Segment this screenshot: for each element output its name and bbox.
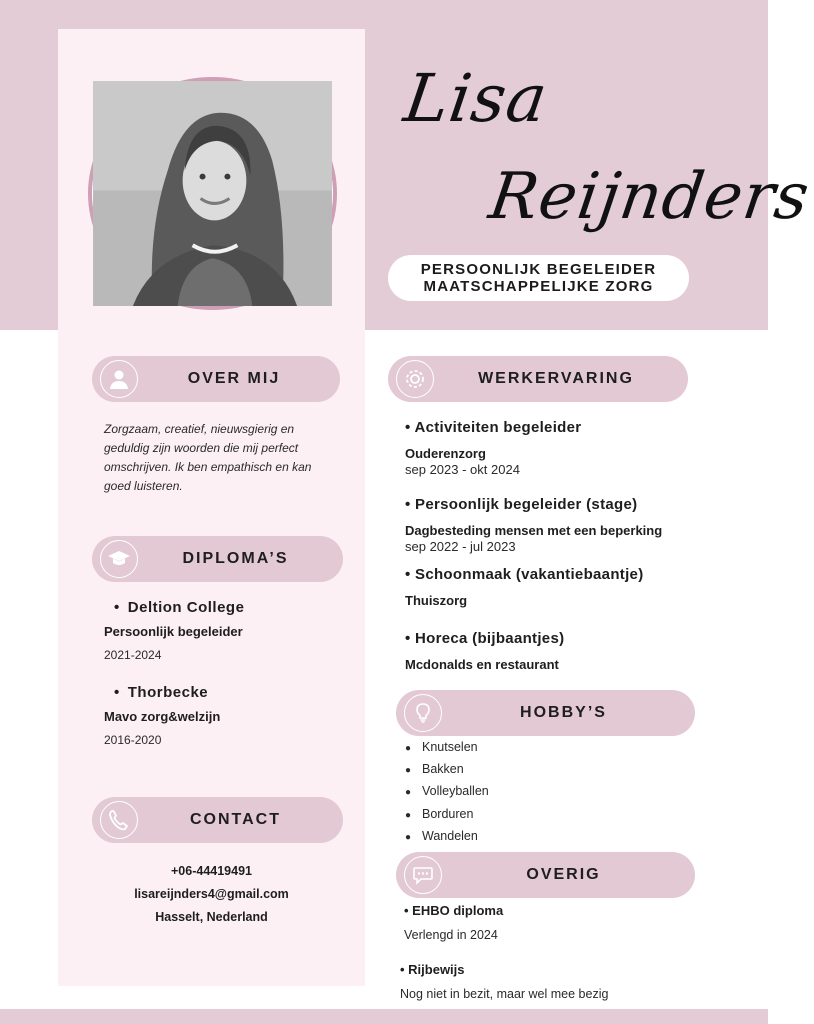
experience-org: Ouderenzorg xyxy=(405,446,486,461)
contact-heading: CONTACT xyxy=(189,811,282,828)
profile-photo-image xyxy=(92,81,333,306)
experience-heading: WERKERVARING xyxy=(478,370,634,387)
other-title: • EHBO diploma xyxy=(404,903,504,918)
profile-photo xyxy=(88,77,337,310)
list-item xyxy=(405,737,489,759)
hobby-text: Volleyballen xyxy=(422,784,489,799)
footer-band xyxy=(0,1009,768,1024)
list-item xyxy=(405,759,489,781)
education-item xyxy=(104,599,344,662)
education-degree: Persoonlijk begeleider xyxy=(104,624,243,639)
contact-email[interactable]: lisareijnders4@gmail.com xyxy=(134,887,289,901)
education-item xyxy=(104,684,344,747)
section-header-other xyxy=(396,852,695,898)
experience-title: • Persoonlijk begeleider (stage) xyxy=(405,496,638,513)
experience-org: Dagbesteding mensen met een beperking xyxy=(405,523,663,538)
section-header-experience xyxy=(388,356,688,402)
list-item xyxy=(405,826,489,848)
section-header-hobbies xyxy=(396,690,695,736)
education-school xyxy=(104,684,344,701)
education-years: 2016-2020 xyxy=(104,733,162,747)
experience-title: • Schoonmaak (vakantiebaantje) xyxy=(405,566,644,583)
experience-title: • Horeca (bijbaantjes) xyxy=(405,630,565,647)
experience-item xyxy=(405,419,725,477)
hobby-text: Wandelen xyxy=(422,828,478,843)
education-school-text: Thorbecke xyxy=(127,684,209,701)
experience-org: Thuiszorg xyxy=(405,593,468,608)
other-heading: OVERIG xyxy=(526,866,601,883)
other-note: Nog niet in bezit, maar wel mee bezig xyxy=(400,987,609,1001)
job-title-line-1: PERSOONLIJK BEGELEIDER xyxy=(420,261,657,278)
experience-item xyxy=(405,566,725,608)
section-header-contact xyxy=(92,797,343,843)
education-heading: DIPLOMA’S xyxy=(182,550,289,567)
last-name: Reijnders xyxy=(484,160,814,234)
first-name: Lisa xyxy=(399,60,553,137)
hobby-text: Knutselen xyxy=(422,740,478,754)
about-heading: OVER MIJ xyxy=(187,370,281,387)
contact-phone[interactable]: +06-44419491 xyxy=(171,864,252,878)
list-item xyxy=(405,804,489,826)
bullet-icon: ● xyxy=(405,765,412,777)
contact-location: Hasselt, Nederland xyxy=(155,910,268,924)
bullet-icon: ● xyxy=(405,831,412,843)
section-header-about xyxy=(92,356,340,402)
phone-icon xyxy=(100,801,138,839)
experience-item xyxy=(405,496,725,554)
hobby-text: Bakken xyxy=(422,762,464,777)
hobbies-heading: HOBBY’S xyxy=(520,704,607,721)
gear-icon xyxy=(396,360,434,398)
about-text: Zorgzaam, creatief, nieuwsgierig en geduldig zijn woorden die mij perfect omschrijven. Ik ben empathisch en kan goed luisteren. xyxy=(104,422,312,493)
job-title-badge xyxy=(388,255,689,301)
education-school-text: Deltion College xyxy=(127,599,245,616)
bullet-icon: ● xyxy=(405,809,412,821)
bullet-icon: • xyxy=(114,684,120,701)
bullet-icon: ● xyxy=(405,787,412,799)
experience-title: • Activiteiten begeleider xyxy=(405,419,582,436)
education-years: 2021-2024 xyxy=(104,648,162,662)
experience-item xyxy=(405,630,725,672)
other-title: • Rijbewijs xyxy=(400,962,465,977)
education-degree: Mavo zorg&welzijn xyxy=(104,709,221,724)
education-school xyxy=(104,599,344,616)
hobby-list xyxy=(405,737,489,848)
graduation-cap-icon xyxy=(100,540,138,578)
person-icon xyxy=(100,360,138,398)
chat-bubble-icon xyxy=(404,856,442,894)
hobby-text: Borduren xyxy=(422,806,474,821)
job-title-line-2: MAATSCHAPPELIJKE ZORG xyxy=(423,278,654,295)
list-item xyxy=(405,781,489,803)
experience-org: Mcdonalds en restaurant xyxy=(405,657,559,672)
experience-period: sep 2023 - okt 2024 xyxy=(405,462,520,477)
experience-period: sep 2022 - jul 2023 xyxy=(405,539,516,554)
bullet-icon: • xyxy=(114,599,120,616)
other-item xyxy=(404,903,734,942)
section-header-education xyxy=(92,536,343,582)
other-item xyxy=(400,962,730,1001)
lightbulb-icon xyxy=(404,694,442,732)
bullet-icon: ● xyxy=(405,743,412,754)
other-note: Verlengd in 2024 xyxy=(404,928,498,942)
